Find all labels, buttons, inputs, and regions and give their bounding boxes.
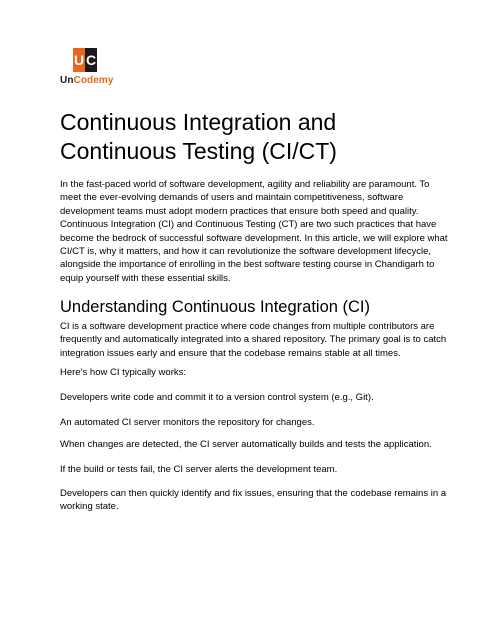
uncodemy-logo [60, 48, 130, 88]
logo-wordmark-part1: Un [60, 75, 74, 86]
step-paragraph: Developers can then quickly identify and fix issues, ensuring that the codebase remains in a working state. [60, 488, 447, 513]
logo-letter-c: C [85, 48, 97, 72]
step-paragraph: When changes are detected, the CI server automatically builds and tests the application. [60, 439, 432, 450]
step-paragraph: Developers write code and commit it to a version control system (e.g., Git). [60, 392, 374, 403]
intro-paragraph: In the fast-paced world of software development, agility and reliability are paramount. To meet the ever-evolving demands of users and maintain competitiveness, software development teams must adopt modern practices that ensure both speed and quality. Continuous Integration (CI) and Continuous Testing (CT) are two such practices that have become the bedrock of successful software development. In this article, we will explore what CI/CT is, why it matters, and how it can revolutionize the software development lifecycle, alongside the importance of enrolling in the best software testing course in Chandigarh to equip yourself with these essential skills. [60, 179, 448, 284]
ci-definition-paragraph: CI is a software development practice where code changes from multiple contributors are frequently and automatically integrated into a shared repository. The primary goal is to catch integration issues early and ensure that the codebase remains stable at all times. [60, 321, 447, 359]
logo-wordmark [60, 75, 114, 86]
logo-mark [73, 48, 97, 72]
how-ci-works-intro: Here’s how CI typically works: [60, 367, 187, 378]
page-title: Continuous Integration and Continuous Testing (CI/CT) [60, 109, 337, 164]
section-heading: Understanding Continuous Integration (CI) [60, 298, 371, 316]
step-paragraph: If the build or tests fail, the CI server alerts the development team. [60, 464, 338, 475]
logo-wordmark-part2: Codemy [73, 75, 114, 86]
step-paragraph: An automated CI server monitors the repository for changes. [60, 417, 315, 428]
logo-letter-u: U [73, 48, 85, 72]
